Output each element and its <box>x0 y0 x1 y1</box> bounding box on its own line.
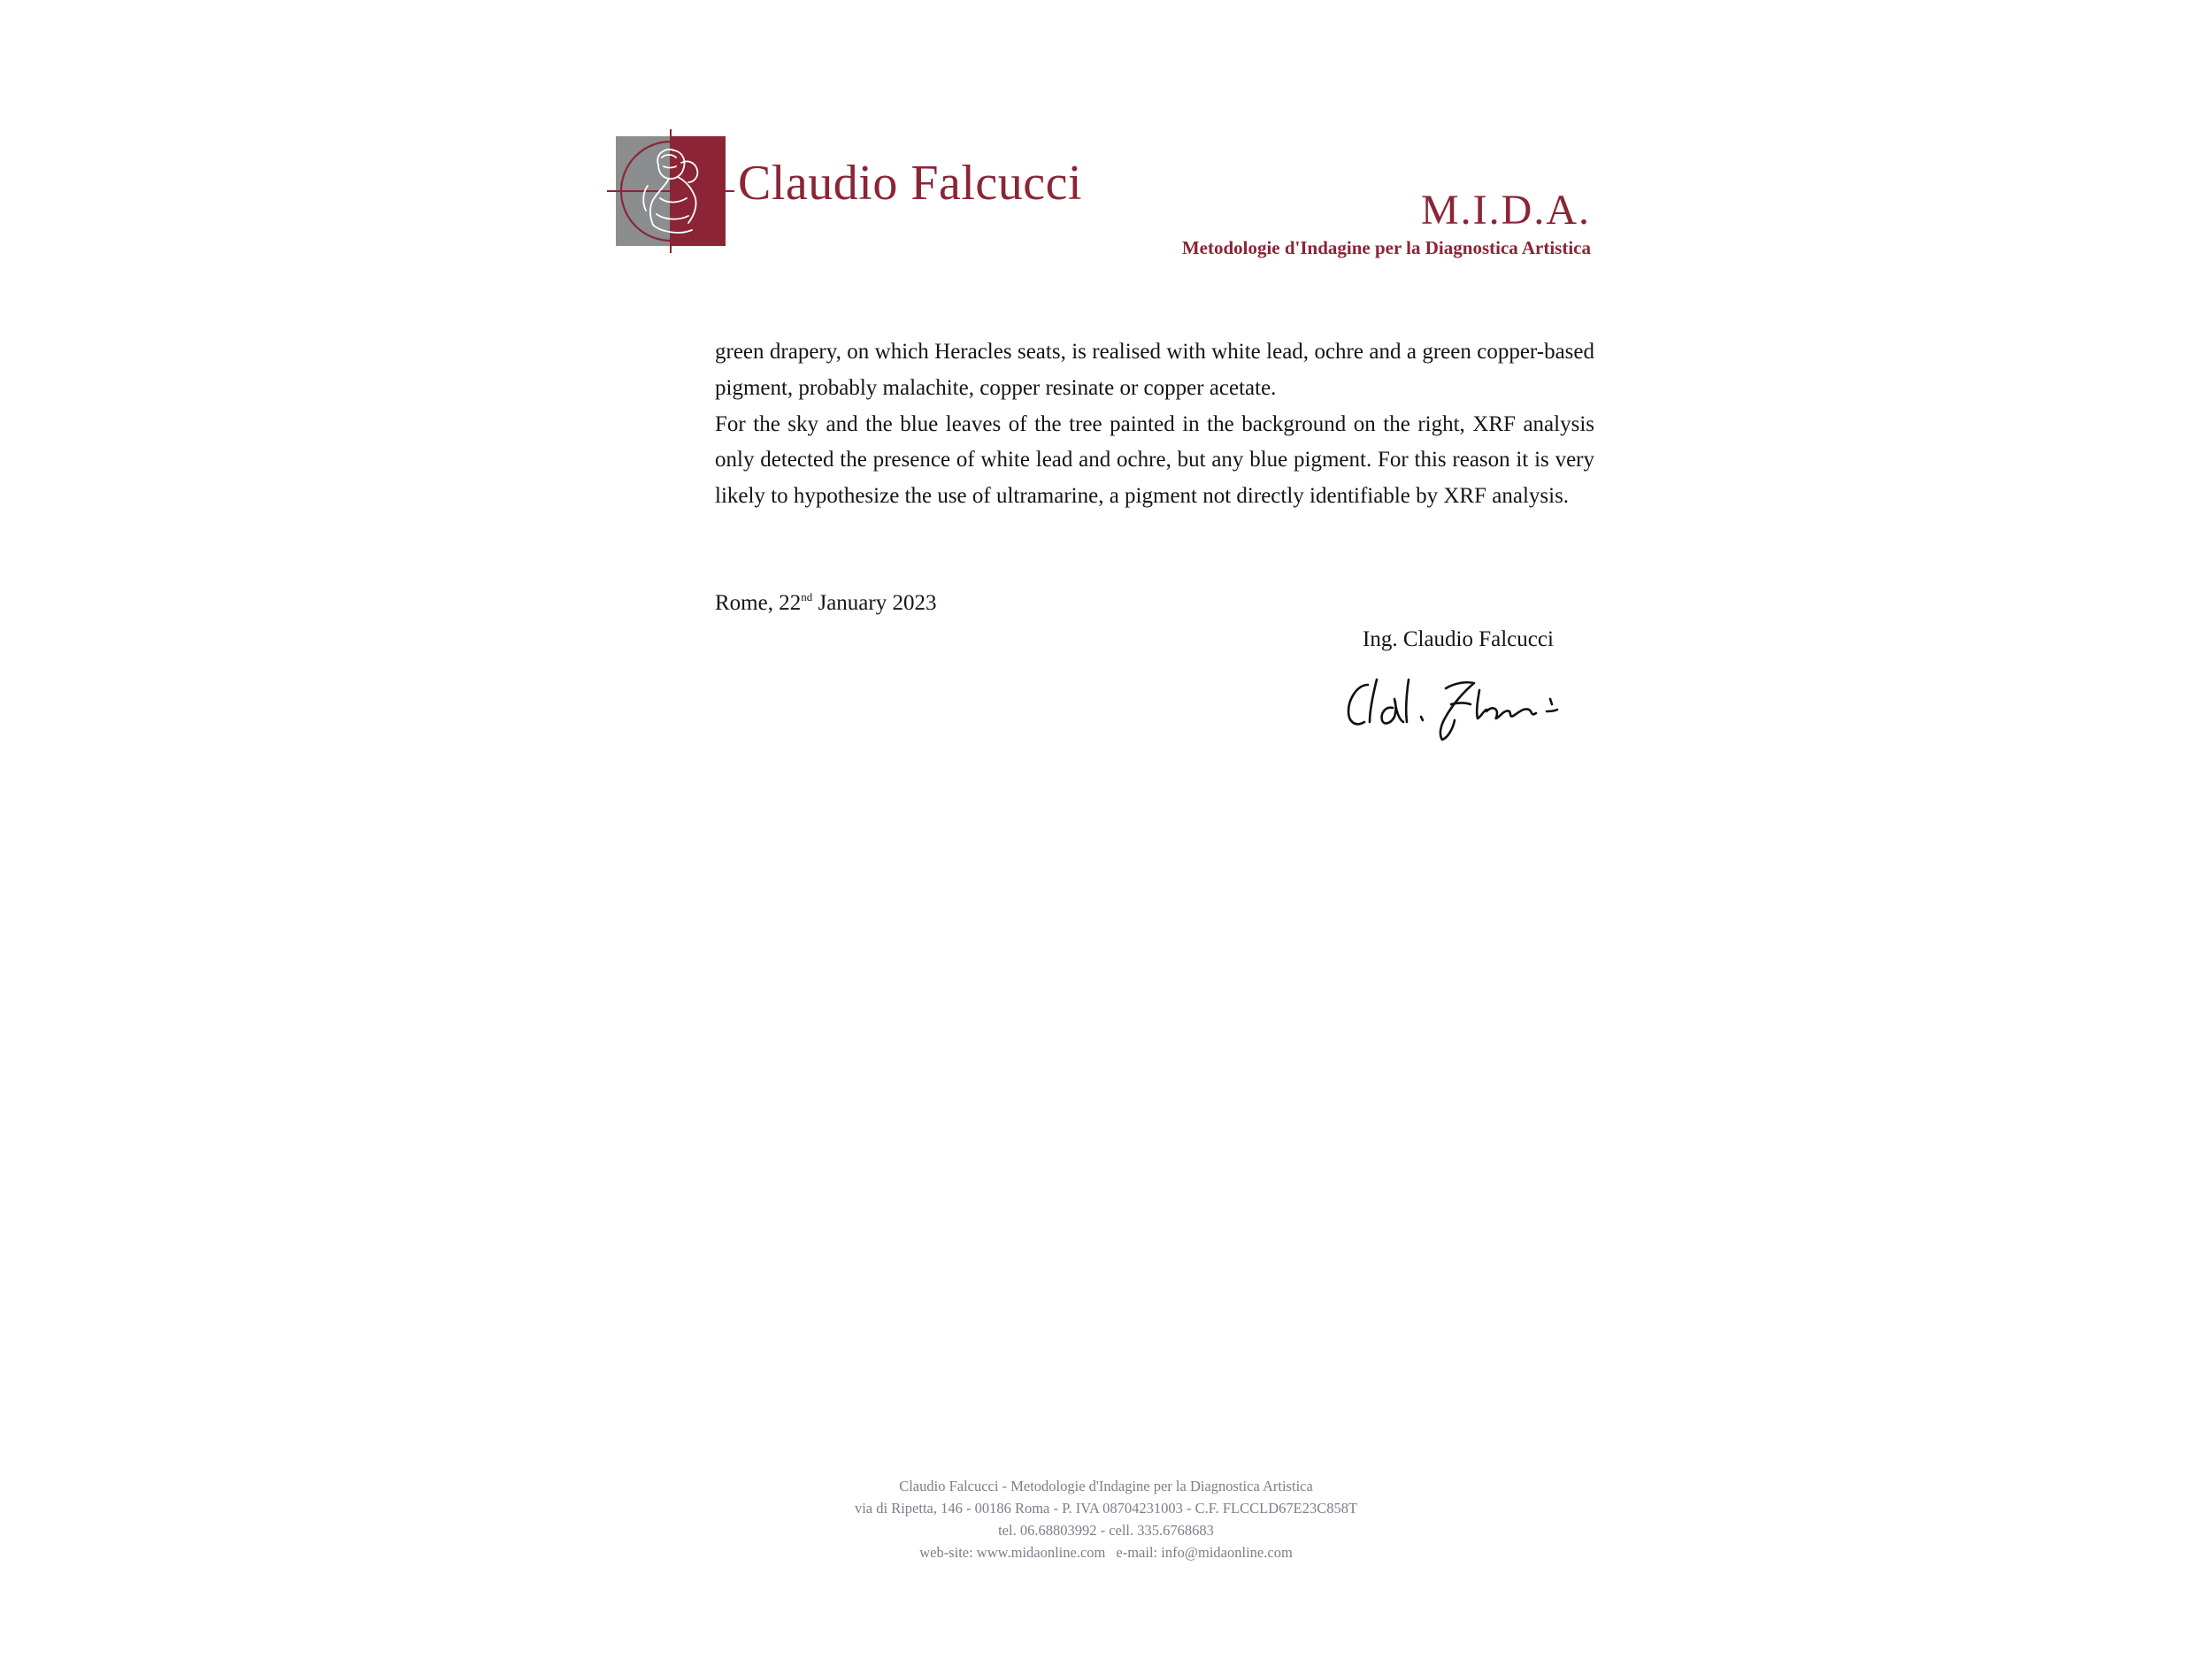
brand-name: Claudio Falcucci <box>738 156 1083 211</box>
body-paragraph: For the sky and the blue leaves of the tree painted in the background on the right, XRF analysis only detected the presence of white lead and ochre, but any blue pigment. For this reason it is very likely to hypothesize the use of ultramarine, a pigment not directly identifiable by XRF analysis. <box>715 411 1594 509</box>
footer-email[interactable]: e-mail: info@midaonline.com <box>1116 1544 1293 1561</box>
body-paragraph: green drapery, on which Heracles seats, is realised with white lead, ochre and a green copper-based pigment, probably malachite, copper resinate or copper acetate. <box>715 340 1594 400</box>
mida-heading <box>1182 186 1591 260</box>
letter-footer <box>0 1475 2212 1563</box>
date-prefix: Rome, 22 <box>715 591 802 615</box>
letter-body <box>715 334 1594 515</box>
footer-line: tel. 06.68803992 - cell. 335.6768683 <box>998 1522 1214 1539</box>
mida-subtitle: Metodologie d'Indagine per la Diagnostica Artistica <box>1181 237 1591 258</box>
footer-website[interactable]: web-site: www.midaonline.com <box>919 1544 1106 1561</box>
date-line <box>715 586 936 621</box>
handwritten-signature <box>1341 672 1580 743</box>
signer-name: Ing. Claudio Falcucci <box>1363 627 1554 651</box>
footer-line: Claudio Falcucci - Metodologie d'Indagine per la Diagnostica Artistica <box>899 1478 1313 1494</box>
date-ordinal-suffix: nd <box>801 590 813 603</box>
date-rest: January 2023 <box>812 591 937 615</box>
footer-contact-line <box>0 1541 2212 1563</box>
claudio-falcucci-logo <box>607 127 734 255</box>
footer-line: via di Ripetta, 146 - 00186 Roma - P. IVA 08704231003 - C.F. FLCCLD67E23C858T <box>854 1500 1358 1517</box>
mida-title: M.I.D.A. <box>1421 187 1591 234</box>
